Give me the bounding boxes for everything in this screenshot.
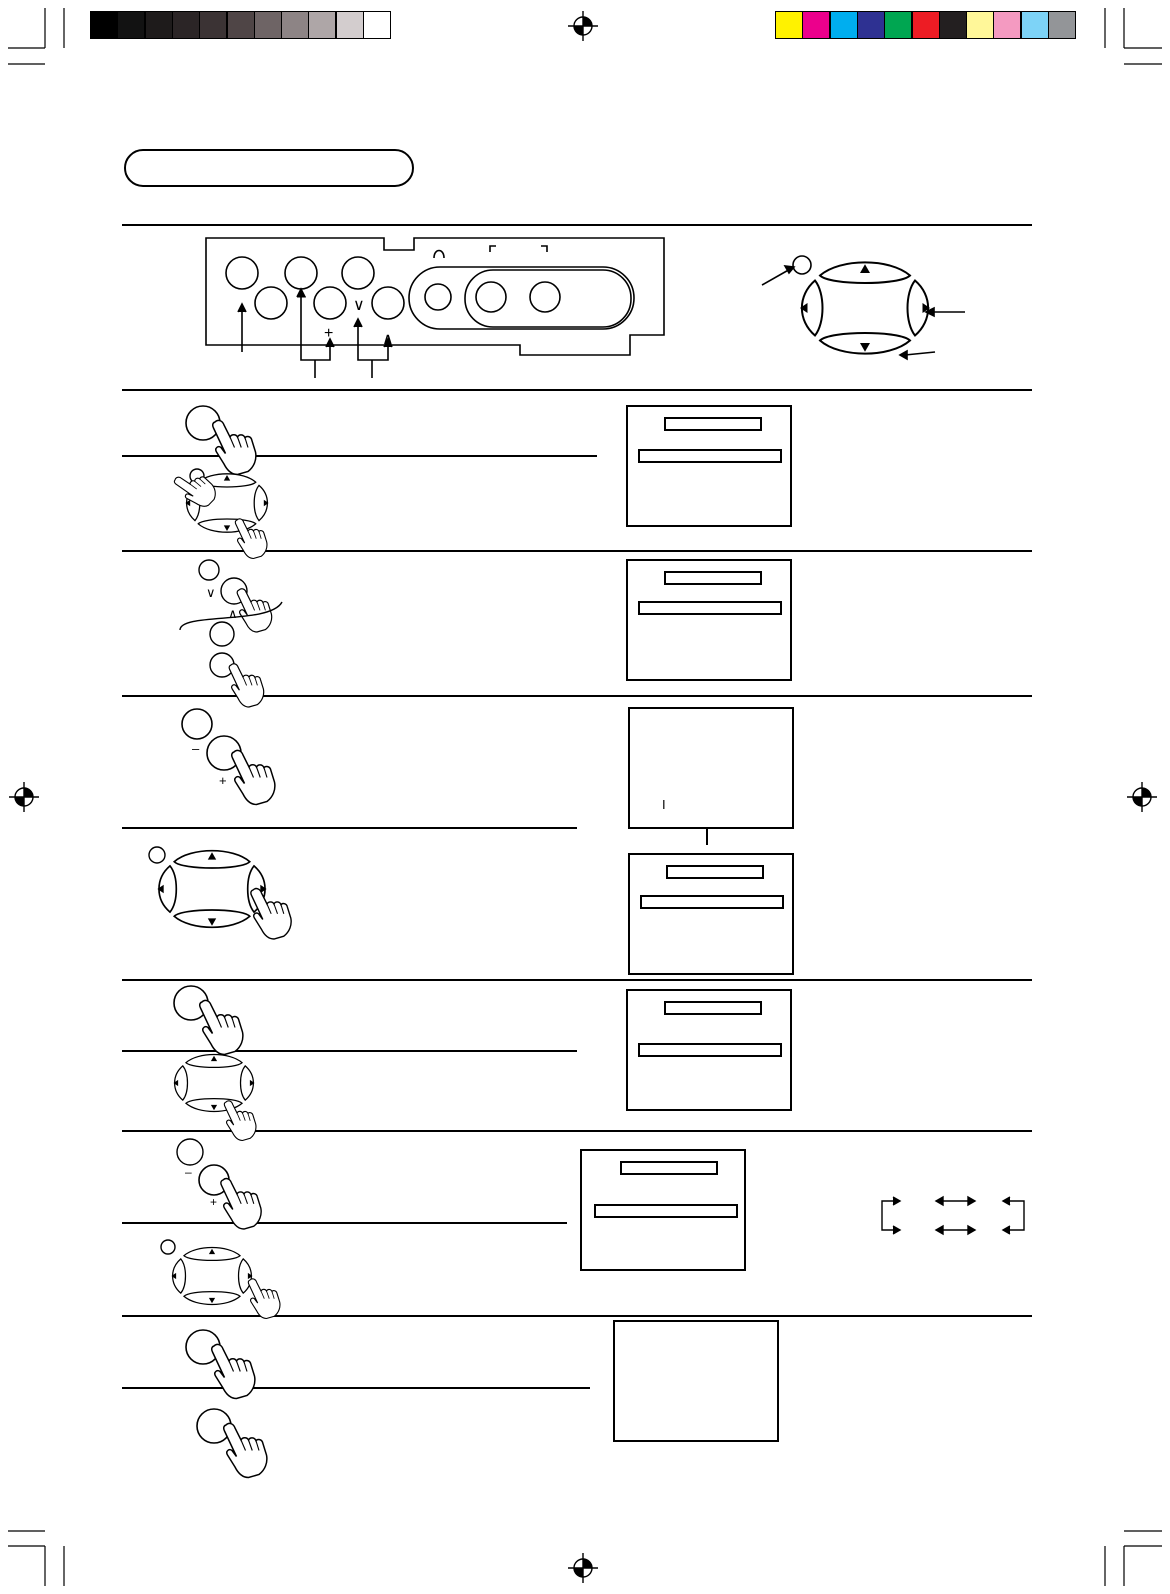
small-plus-label: + <box>219 773 227 788</box>
remote-arrow-pad[interactable] <box>800 262 930 353</box>
panel-minus-label: – <box>297 288 306 305</box>
small-minus-label: – <box>185 1165 192 1179</box>
small-plus-label: + <box>210 1195 218 1209</box>
small-minus-label: – <box>192 741 200 756</box>
cursor-mark: I <box>662 797 666 812</box>
panel-plus-label: + <box>324 325 334 342</box>
small-up-label: ∧ <box>228 606 238 621</box>
panel-down-label: ∨ <box>353 297 365 314</box>
small-down-label: ∨ <box>206 585 216 600</box>
panel-up-label: ∧ <box>382 331 394 348</box>
